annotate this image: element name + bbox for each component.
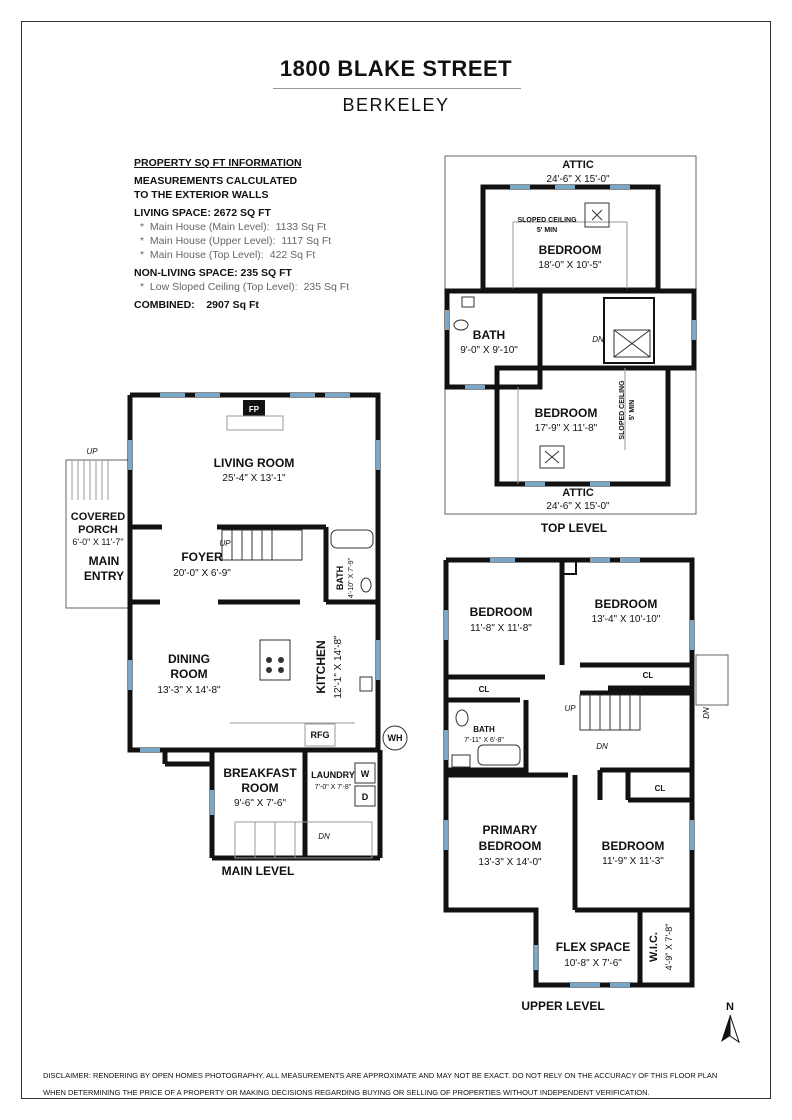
washer-label: W: [360, 769, 370, 779]
upper-level-label: UPPER LEVEL: [521, 999, 605, 1013]
living-space-total: LIVING SPACE: 2672 SQ FT: [134, 207, 271, 219]
living-item: * Main House (Main Level): 1133 Sq Ft: [140, 221, 327, 233]
top-sloped-min: 5' MIN: [536, 227, 558, 234]
wic-dims: 4'-9" X 7'-8": [664, 923, 674, 971]
side-sloped-ceiling: SLOPED CEILING: [619, 380, 626, 440]
sink-icon: [462, 297, 474, 307]
top-bedroom-dims: 18'-0" X 10'-5": [538, 260, 602, 271]
combined-total: COMBINED: 2907 Sq Ft: [134, 299, 259, 311]
info-heading: PROPERTY SQ FT INFORMATION: [134, 157, 302, 169]
kitchen-sink-icon: [360, 677, 372, 691]
side-sloped-min: 5' MIN: [629, 399, 636, 421]
top-bath-dims: 9'-0" X 9'-10": [460, 345, 518, 356]
porch-label-1: COVERED: [70, 511, 126, 523]
main-entry-2: ENTRY: [83, 569, 125, 583]
closet-label-2: CL: [642, 671, 654, 680]
top-attic-label: ATTIC: [562, 159, 594, 171]
refrigerator-label: RFG: [310, 730, 330, 740]
porch-up-label: UP: [86, 447, 98, 456]
cooktop-icon: [266, 657, 284, 673]
breakfast-room-dims: 9'-6" X 7'-6": [233, 798, 287, 809]
disclaimer-line-1: DISCLAIMER: RENDERING BY OPEN HOMES PHOTOGRAPHY. ALL MEASUREMENTS ARE APPROXIMATE AND MAY NOT BE EXACT. DO NOT RELY ON THE ACCURACY OF THIS FLOOR PLAN: [43, 1071, 718, 1080]
primary-bedroom-label-1: PRIMARY: [482, 823, 538, 837]
north-label: N: [726, 1001, 734, 1013]
top-bedroom-label: BEDROOM: [538, 243, 602, 257]
upper-bath-dims: 7'-11" X 6'-8": [464, 737, 504, 744]
top-level-label: TOP LEVEL: [540, 521, 608, 535]
upper-stairs-dn: DN: [596, 742, 608, 751]
address-title: 1800 BLAKE STREET: [279, 56, 513, 81]
toilet-icon: [456, 710, 468, 726]
living-item: * Main House (Upper Level): 1117 Sq Ft: [140, 235, 332, 247]
fireplace-label: FP: [248, 405, 260, 414]
foyer-dims: 20'-0" X 6'-9": [173, 568, 231, 579]
bottom-attic-dims: 24'-6" X 15'-0": [546, 501, 610, 512]
foyer-up-label: UP: [219, 539, 231, 548]
main-level-label: MAIN LEVEL: [221, 864, 295, 878]
non-living-item: * Low Sloped Ceiling (Top Level): 235 Sq Ft: [140, 281, 350, 293]
upper-bedroom-c-label: BEDROOM: [601, 839, 665, 853]
kitchen-label: KITCHEN: [314, 640, 328, 694]
upper-bedroom-a-label: BEDROOM: [469, 605, 533, 619]
main-bath-dims: 4'-10" X 7'-9": [348, 557, 355, 599]
living-item: * Main House (Top Level): 422 Sq Ft: [140, 249, 316, 261]
dining-room-dims: 13'-3" X 14'-8": [157, 685, 221, 696]
porch-dims: 6'-0" X 11'-7": [72, 537, 124, 547]
upper-bedroom-b-label: BEDROOM: [594, 597, 658, 611]
north-arrow-icon: [721, 1001, 739, 1042]
living-room-dims: 25'-4" X 13'-1": [222, 473, 286, 484]
main-entry-1: MAIN: [88, 554, 120, 568]
dryer-label: D: [361, 792, 369, 802]
toilet-icon: [361, 578, 371, 592]
disclaimer-line-2: WHEN DETERMINING THE PRICE OF A PROPERTY OR MAKING DECISIONS REGARDING BUYING OR SELLING OF PROPERTIES WITHOUT INDEPENDENT VERIFICATION.: [43, 1088, 650, 1097]
foyer-label: FOYER: [181, 550, 223, 564]
top-sloped-ceiling: SLOPED CEILING: [517, 217, 577, 224]
breakfast-room-label-1: BREAKFAST: [223, 766, 297, 780]
top-bedroom-lower-label: BEDROOM: [534, 406, 598, 420]
upper-stairs-up: UP: [564, 704, 576, 713]
top-stairs-dn: DN: [592, 335, 604, 344]
flex-space-label: FLEX SPACE: [555, 940, 631, 954]
kitchen-dims: 12'-1" X 14'-8": [333, 635, 344, 699]
porch-label-2: PORCH: [78, 524, 118, 536]
living-room-label: LIVING ROOM: [213, 456, 295, 470]
tub-icon: [331, 530, 373, 548]
toilet-icon: [454, 320, 468, 330]
laundry-label: LAUNDRY: [311, 770, 355, 780]
main-level-plan: [66, 395, 407, 878]
main-bath-label: BATH: [335, 565, 345, 591]
primary-bedroom-label-2: BEDROOM: [478, 839, 542, 853]
closet-label-3: CL: [654, 784, 666, 793]
back-steps-dn: DN: [318, 832, 330, 841]
top-attic-dims: 24'-6" X 15'-0": [546, 174, 610, 185]
exterior-stairs: [696, 655, 728, 705]
dining-room-label-2: ROOM: [170, 667, 208, 681]
water-heater-label: WH: [387, 733, 403, 743]
disclaimer: [43, 1067, 763, 1101]
tub-icon: [478, 745, 520, 765]
flex-space-dims: 10'-8" X 7'-6": [564, 958, 622, 969]
upper-bedroom-c-dims: 11'-9" X 11'-3": [602, 856, 664, 867]
city-subtitle: BERKELEY: [342, 95, 450, 115]
info-note-line-2: TO THE EXTERIOR WALLS: [134, 189, 269, 201]
upper-bath-label: BATH: [473, 725, 495, 734]
upper-level-plan: [446, 560, 728, 1013]
closet-label-1: CL: [478, 685, 490, 694]
upper-bedroom-b-dims: 13'-4" X 10'-10": [591, 614, 661, 625]
non-living-space-total: NON-LIVING SPACE: 235 SQ FT: [134, 267, 292, 279]
exterior-stairs-dn: DN: [702, 707, 711, 719]
foyer-staircase: [222, 530, 302, 560]
info-note-line-1: MEASUREMENTS CALCULATED: [134, 175, 298, 187]
top-level-plan: [445, 156, 696, 535]
wic-label: W.I.C.: [648, 932, 660, 962]
top-bath-label: BATH: [472, 328, 506, 342]
upper-bedroom-a-dims: 11'-8" X 11'-8": [470, 623, 532, 634]
top-bedroom-walls: [483, 187, 658, 290]
dining-room-label-1: DINING: [168, 652, 210, 666]
bottom-attic-label: ATTIC: [562, 487, 594, 499]
laundry-dims: 7'-0" X 7'-8": [314, 784, 352, 791]
top-bedroom-lower-dims: 17'-9" X 11'-8": [534, 423, 598, 434]
sink-icon: [452, 755, 470, 767]
kitchen-island: [260, 640, 290, 680]
primary-bedroom-dims: 13'-3" X 14'-0": [478, 857, 542, 868]
breakfast-room-label-2: ROOM: [241, 781, 279, 795]
